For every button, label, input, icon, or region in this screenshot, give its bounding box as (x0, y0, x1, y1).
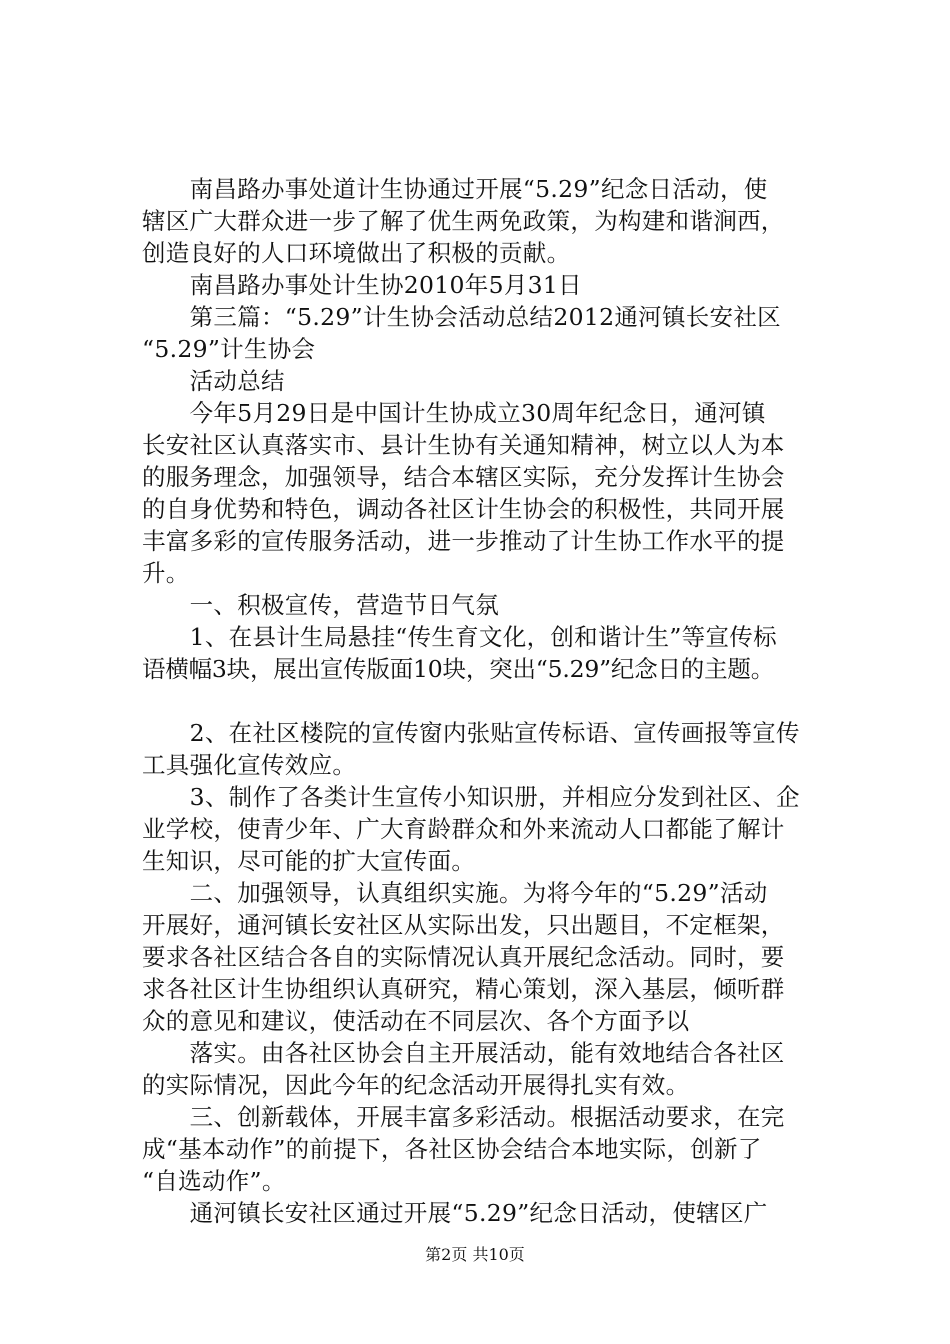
paragraph-line: 生知识，尽可能的扩大宣传面。 (142, 847, 476, 875)
paragraph-line: “自选动作”。 (142, 1167, 286, 1195)
paragraph-line: 众的意见和建议，使活动在不同层次、各个方面予以 (142, 1007, 690, 1035)
paragraph-line: 3、制作了各类计生宣传小知识册，并相应分发到社区、企 (142, 783, 800, 811)
paragraph-line: 业学校，使青少年、广大育龄群众和外来流动人口都能了解计 (142, 815, 785, 843)
paragraph-line: 二、加强领导，认真组织实施。为将今年的“5.29”活动 (142, 879, 768, 907)
paragraph-line: 落实。由各社区协会自主开展活动，能有效地结合各社区 (142, 1039, 785, 1067)
page-number-footer: 第2页 共10页 (425, 1245, 525, 1264)
subheading-line: 一、积极宣传，营造节日气氛 (142, 591, 499, 619)
paragraph-line: 开展好，通河镇长安社区从实际出发，只出题目，不定框架， (142, 911, 785, 939)
section-heading-line: “5.29”计生协会 (142, 335, 316, 363)
paragraph-line: 长安社区认真落实市、县计生协有关通知精神，树立以人为本 (142, 431, 785, 459)
paragraph-line: 求各社区计生协组织认真研究，精心策划，深入基层，倾听群 (142, 975, 785, 1003)
paragraph-line: 工具强化宣传效应。 (142, 751, 357, 779)
paragraph-line: 三、创新载体，开展丰富多彩活动。根据活动要求，在完 (142, 1103, 785, 1131)
paragraph-line: 今年5月29日是中国计生协成立30周年纪念日，通河镇 (142, 399, 766, 427)
paragraph-line: 创造良好的人口环境做出了积极的贡献。 (142, 239, 571, 267)
paragraph-line: 丰富多彩的宣传服务活动，进一步推动了计生协工作水平的提 (142, 527, 785, 555)
paragraph-line: 辖区广大群众进一步了解了优生两免政策，为构建和谐涧西， (142, 207, 785, 235)
paragraph-line: 语横幅3块，展出宣传版面10块，突出“5.29”纪念日的主题。 (142, 655, 775, 683)
paragraph-line: 南昌路办事处道计生协通过开展“5.29”纪念日活动，使 (142, 175, 768, 203)
paragraph-line: 的自身优势和特色，调动各社区计生协会的积极性，共同开展 (142, 495, 785, 523)
paragraph-line: 2、在社区楼院的宣传窗内张贴宣传标语、宣传画报等宣传 (142, 719, 800, 747)
paragraph-line: 成“基本动作”的前提下，各社区协会结合本地实际，创新了 (142, 1135, 762, 1163)
section-heading-line: 活动总结 (142, 367, 285, 395)
section-heading-line: 第三篇：“5.29”计生协会活动总结2012通河镇长安社区 (142, 303, 781, 331)
paragraph-line: 要求各社区结合各自的实际情况认真开展纪念活动。同时，要 (142, 943, 785, 971)
paragraph-line: 的实际情况，因此今年的纪念活动开展得扎实有效。 (142, 1071, 690, 1099)
paragraph-line: 的服务理念，加强领导，结合本辖区实际，充分发挥计生协会 (142, 463, 785, 491)
paragraph-line: 1、在县计生局悬挂“传生育文化，创和谐计生”等宣传标 (142, 623, 777, 651)
paragraph-line: 通河镇长安社区通过开展“5.29”纪念日活动，使辖区广 (142, 1199, 768, 1227)
paragraph-line: 升。 (142, 559, 190, 587)
paragraph-line: 南昌路办事处计生协2010年5月31日 (142, 271, 582, 299)
